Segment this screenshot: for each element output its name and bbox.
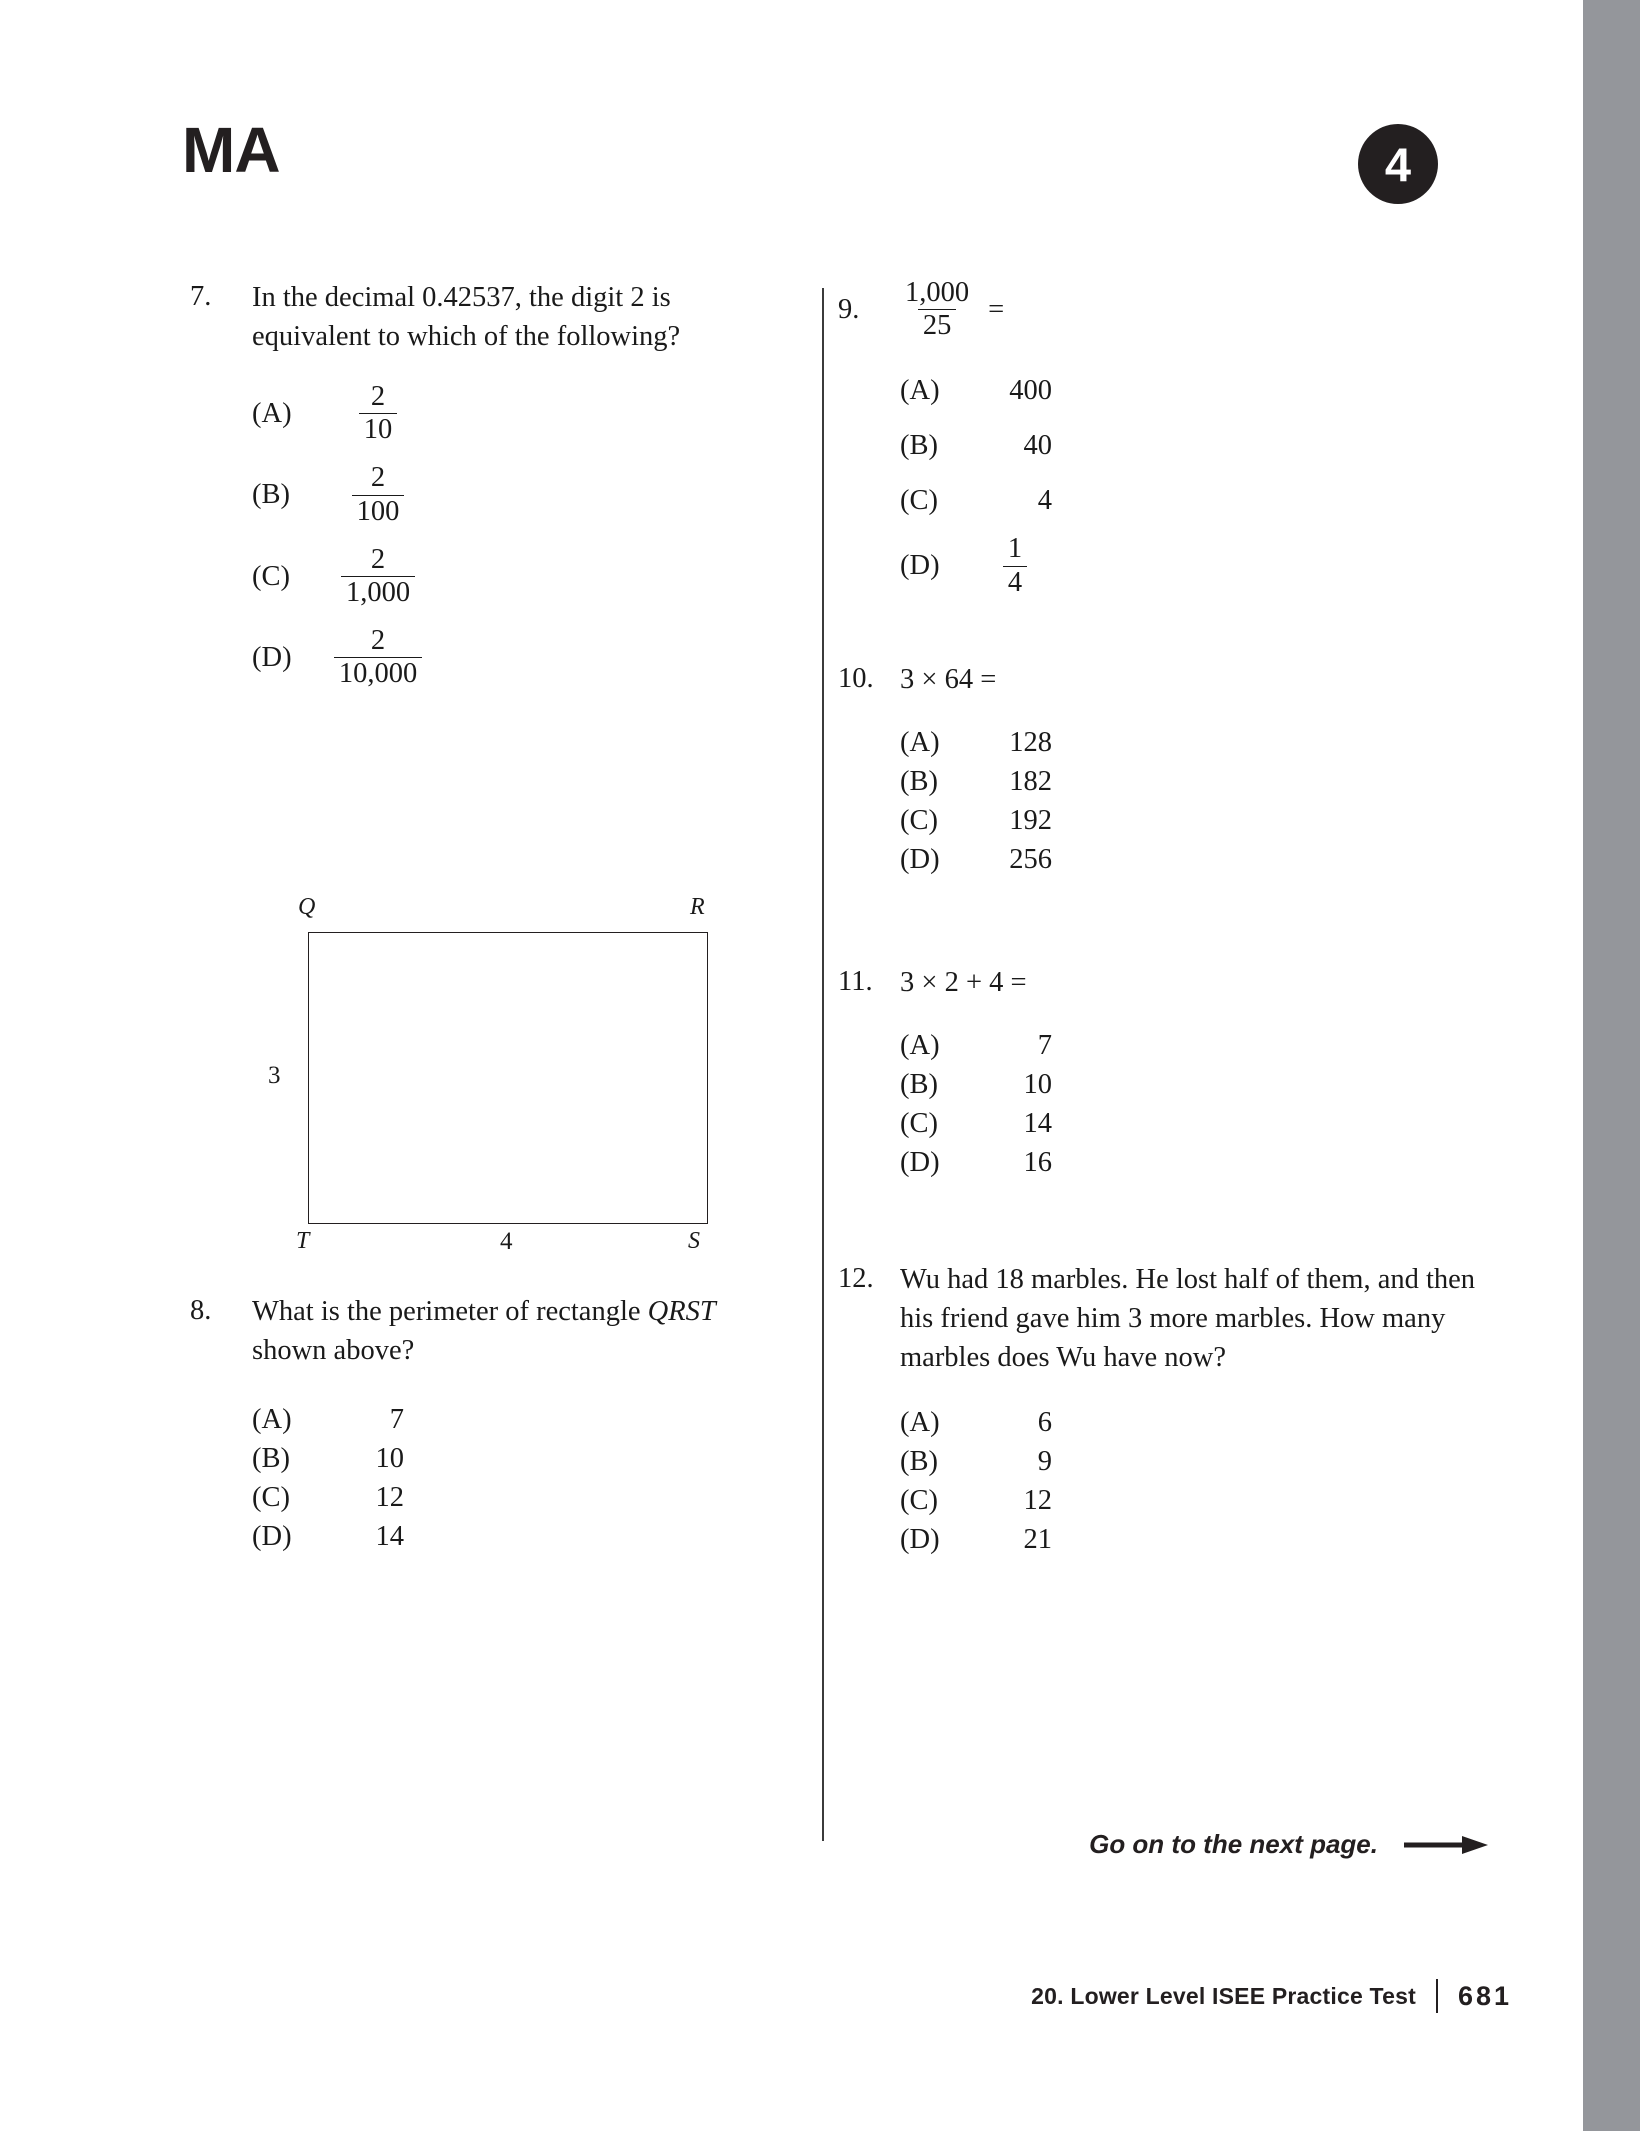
fraction-numerator: 1 (1007, 533, 1023, 565)
footer-divider (1436, 1979, 1438, 2013)
question-11-choice-a[interactable] (900, 1026, 1498, 1065)
choice-label: (A) (900, 1406, 940, 1438)
choice-label: (A) (252, 397, 292, 429)
question-9-fraction (900, 278, 974, 341)
choice-value: 6 (1037, 1406, 1052, 1438)
choice-value: 9 (1037, 1445, 1052, 1477)
choice-value: 192 (1009, 804, 1052, 836)
question-7-stem (190, 278, 790, 356)
question-7-choice-d[interactable] (252, 626, 790, 689)
question-7-choices (190, 382, 790, 690)
question-8 (190, 1292, 790, 1556)
question-8-choice-a[interactable] (252, 1400, 790, 1439)
figure-height-label: 3 (268, 1062, 281, 1089)
choice-value: 4 (1037, 485, 1052, 517)
footer-chapter-label: 20. Lower Level ISEE Practice Test (1031, 1982, 1416, 2009)
question-11 (838, 963, 1498, 1182)
question-8-text-after: shown above? (252, 1335, 415, 1366)
question-8-choices (190, 1400, 790, 1556)
choice-value: 21 (1023, 1523, 1052, 1555)
question-9-number: 9. (838, 293, 860, 325)
question-12-choice-d[interactable] (900, 1520, 1498, 1559)
page-header (182, 114, 1520, 208)
choice-label: (C) (900, 485, 938, 517)
question-7-choice-c[interactable] (252, 545, 790, 608)
rectangle-shape (308, 932, 708, 1224)
left-column (190, 278, 790, 702)
choice-label: (B) (900, 1068, 938, 1100)
choice-value: 7 (1037, 1029, 1052, 1061)
question-11-choices (838, 1026, 1498, 1182)
choice-label: (D) (900, 1146, 940, 1178)
right-arrow-icon (1404, 1835, 1488, 1855)
fraction-numerator: 1,000 (905, 277, 970, 308)
question-11-choice-c[interactable] (900, 1104, 1498, 1143)
choice-value: 40 (1023, 430, 1052, 462)
question-12-choices (838, 1403, 1498, 1559)
question-8-choice-b[interactable] (252, 1439, 790, 1478)
question-11-stem (838, 963, 1498, 1002)
fraction-denominator: 1,000 (341, 576, 415, 608)
question-10-choice-d[interactable] (900, 840, 1498, 879)
choice-fraction (330, 463, 426, 526)
choice-fraction (330, 626, 426, 689)
choice-label: (C) (900, 804, 938, 836)
choice-value: 16 (1023, 1146, 1052, 1178)
question-9 (838, 278, 1498, 598)
question-12-number: 12. (838, 1262, 874, 1294)
vertex-label-q: Q (298, 894, 316, 920)
question-8-text-before: What is the perimeter of rectangle (252, 1296, 648, 1327)
question-7-number: 7. (190, 281, 212, 312)
fraction-denominator: 10 (359, 413, 398, 445)
choice-value: 182 (1009, 765, 1052, 797)
choice-value: 14 (1023, 1107, 1052, 1139)
question-11-number: 11. (838, 965, 873, 997)
choice-label: (D) (252, 1521, 292, 1552)
choice-label: (A) (900, 726, 940, 758)
question-7 (190, 278, 790, 690)
section-number-badge: 4 (1358, 124, 1438, 204)
choice-label: (A) (252, 1404, 292, 1435)
figure-width-label: 4 (500, 1228, 513, 1255)
choice-label: (D) (900, 1523, 940, 1555)
fraction-denominator: 25 (918, 309, 957, 341)
question-8-figure-name: QRST (647, 1296, 716, 1327)
fraction-numerator: 2 (370, 381, 386, 412)
question-12-choice-b[interactable] (900, 1442, 1498, 1481)
choice-label: (C) (252, 1482, 290, 1513)
choice-fraction (330, 382, 426, 445)
vertex-label-r: R (690, 894, 705, 920)
question-10-choice-a[interactable] (900, 723, 1498, 762)
choice-fraction (330, 545, 426, 608)
choice-label: (B) (900, 430, 938, 462)
question-8-choice-d[interactable] (252, 1517, 790, 1556)
section-code-label: MA (182, 114, 280, 186)
vertex-label-s: S (688, 1228, 700, 1254)
question-11-choice-b[interactable] (900, 1065, 1498, 1104)
go-on-notice (1089, 1829, 1488, 1860)
rectangle-figure (250, 880, 730, 1260)
question-10-text: 3 × 64 = (900, 663, 997, 695)
choice-label: (A) (900, 375, 940, 407)
question-11-text: 3 × 2 + 4 = (900, 966, 1027, 998)
fraction-denominator: 100 (352, 495, 405, 527)
question-10-choice-b[interactable] (900, 762, 1498, 801)
question-10-choices (838, 723, 1498, 879)
page-edge-bar (1583, 0, 1640, 2131)
choice-label: (D) (900, 550, 940, 582)
choice-value: 128 (1009, 726, 1052, 758)
fraction-numerator: 2 (370, 625, 386, 657)
question-9-choice-d[interactable] (900, 534, 1498, 597)
choice-value: 10 (375, 1443, 404, 1474)
question-9-choice-b[interactable] (900, 426, 1498, 465)
fraction-numerator: 2 (370, 543, 386, 575)
choice-label: (C) (252, 560, 290, 592)
question-10-stem (838, 660, 1498, 699)
question-8-choice-c[interactable] (252, 1478, 790, 1517)
question-12-choice-a[interactable] (900, 1403, 1498, 1442)
column-divider (822, 288, 824, 1841)
question-9-stem (838, 278, 1498, 341)
choice-value: 7 (389, 1404, 404, 1435)
question-12-choice-c[interactable] (900, 1481, 1498, 1520)
equals-sign: = (988, 293, 1005, 325)
choice-label: (C) (900, 1484, 938, 1516)
question-10-number: 10. (838, 662, 874, 694)
choice-value: 12 (375, 1482, 404, 1513)
choice-value: 256 (1009, 843, 1052, 875)
choice-label: (B) (252, 1443, 290, 1474)
choice-label: (B) (900, 1445, 938, 1477)
question-9-choice-a[interactable] (900, 371, 1498, 410)
fraction-denominator: 4 (1003, 566, 1027, 598)
question-11-choice-d[interactable] (900, 1143, 1498, 1182)
question-8-stem (190, 1292, 790, 1370)
right-column (838, 278, 1498, 1559)
vertex-label-t: T (296, 1228, 310, 1254)
page-number: 681 (1457, 1980, 1512, 2011)
choice-fraction (978, 534, 1052, 597)
choice-label: (B) (252, 479, 290, 511)
question-12 (838, 1260, 1498, 1559)
choice-value: 12 (1023, 1484, 1052, 1516)
choice-label: (D) (252, 641, 292, 673)
question-9-choices (838, 371, 1498, 597)
question-8-text (252, 1292, 790, 1370)
question-10-choice-c[interactable] (900, 801, 1498, 840)
question-7-choice-b[interactable] (252, 463, 790, 526)
question-9-choice-c[interactable] (900, 481, 1498, 520)
page-footer (1031, 1979, 1512, 2013)
question-8-number: 8. (190, 1295, 212, 1326)
fraction-denominator: 10,000 (334, 657, 422, 689)
choice-label: (A) (900, 1029, 940, 1061)
question-12-text: Wu had 18 marbles. He lost half of them, and then his friend gave him 3 more marbles. How many marbles does Wu have now? (900, 1263, 1476, 1373)
choice-value: 14 (375, 1521, 404, 1552)
choice-label: (C) (900, 1107, 938, 1139)
go-on-label: Go on to the next page. (1089, 1829, 1378, 1859)
choice-value: 400 (1009, 375, 1052, 407)
question-7-choice-a[interactable] (252, 382, 790, 445)
question-7-text: In the decimal 0.42537, the digit 2 is equivalent to which of the following? (252, 282, 681, 352)
question-12-stem (838, 1260, 1498, 1377)
fraction-numerator: 2 (370, 462, 386, 494)
choice-label: (D) (900, 843, 940, 875)
choice-label: (B) (900, 765, 938, 797)
choice-value: 10 (1023, 1068, 1052, 1100)
question-10 (838, 660, 1498, 879)
